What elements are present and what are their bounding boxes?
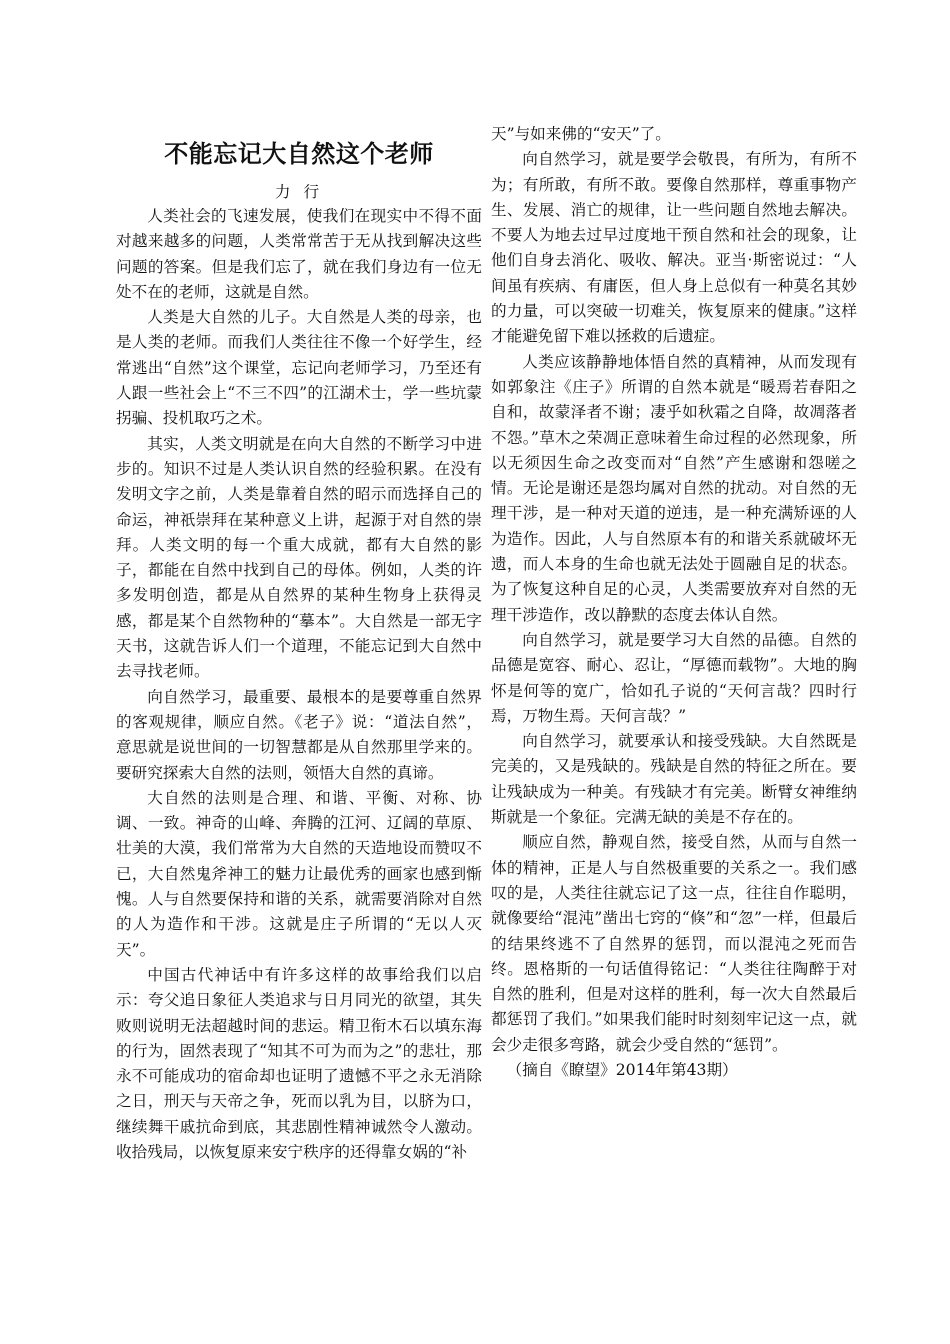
paragraph: 向自然学习，就是要学会敬畏，有所为，有所不为；有所敢，有所不敢。要像自然那样，尊重事物产生、发展、消亡的规律，让一些问题自然地去解决。不要人为地去过早过度地干预自然和社会的现象，让他们自身去消化、吸收、解决。亚当·斯密说过：“人间虽有疾病、有庸医，但人身上总似有一种莫名其妙的力量，可以突破一切难关，恢复原来的健康。”这样才能避免留下难以拯救的后遗症。: [491, 150, 857, 346]
paragraph: 人类应该静静地体悟自然的真精神，从而发现有如郭象注《庄子》所谓的自然本就是“暖焉若春阳之自和，故蒙泽者不谢；凄乎如秋霜之自降，故凋落者不怨。”草木之荣凋正意味着生命过程的必然现象，所以无须因生命之改变而对“自然”产生感谢和怨嗟之情。无论是谢还是怨均属对自然的扰动。对自然的无理干涉，是一种对天道的逆违，是一种充满矫诬的人为造作。因此，人与自然原本有的和谐关系就破坏无遗，而人本身的生命也就无法处于圆融自足的状态。为了恢复这种自足的心灵，人类需要放弃对自然的无理干涉造作，改以静默的态度去体认自然。: [491, 352, 857, 624]
paragraph: 人类社会的飞速发展，使我们在现实中不得不面对越来越多的问题，人类常常苦于无从找到解决这些问题的答案。但是我们忘了，就在我们身边有一位无处不在的老师，这就是自然。: [116, 207, 482, 301]
paragraph: 大自然的法则是合理、和谐、平衡、对称、协调、一致。神奇的山峰、奔腾的江河、辽阔的草原、壮美的大漠，我们常常为大自然的天造地设而赞叹不已，大自然鬼斧神工的魅力让最优秀的画家也感到惭愧。人与自然要保持和谐的关系，就需要消除对自然的人为造作和干涉。这就是庄子所谓的“无以人灭天”。: [116, 788, 482, 959]
paragraph: 向自然学习，最重要、最根本的是要尊重自然界的客观规律，顺应自然。《老子》说：“道法自然”，意思就是说世间的一切智慧都是从自然那里学来的。要研究探索大自然的法则，领悟大自然的真谛。: [116, 687, 482, 782]
paragraph: 中国古代神话中有许多这样的故事给我们以启示：夸父追日象征人类追求与日月同光的欲望，其失败则说明无法超越时间的悲运。精卫衔木石以填东海的行为，固然表现了“知其不可为而为之”的悲壮，那永不可能成功的宿命却也证明了遗憾不平之永无消除之日，刑天与天帝之争，死而以乳为目，以脐为口，继续舞干戚抗命到底，其悲剧性精神诚然令人激动。收拾残局，以恢复原来安宁秩序的还得靠女娲的“补: [116, 965, 482, 1161]
paragraph: 其实，人类文明就是在向大自然的不断学习中进步的。知识不过是人类认识自然的经验积累。在没有发明文字之前，人类是靠着自然的昭示而选择自己的命运，神祇崇拜在某种意义上讲，起源于对自然的崇拜。人类文明的每一个重大成就，都有大自然的影子，都能在自然中找到自己的母体。例如，人类的许多发明创造，都是从自然界的某种生物身上获得灵感，都是某个自然物种的“摹本”。大自然是一部无字天书，这就告诉人们一个道理，不能忘记到大自然中去寻找老师。: [116, 434, 482, 681]
paragraph: 人类是大自然的儿子。大自然是人类的母亲，也是人类的老师。而我们人类往往不像一个好学生，经常逃出“自然”这个课堂，忘记向老师学习，乃至还有人跟一些社会上“不三不四”的江湖术士，学一些坑蒙拐骗、投机取巧之术。: [116, 308, 482, 428]
article-title: 不能忘记大自然这个老师: [164, 140, 434, 168]
article-author: 力 行: [274, 183, 324, 201]
right-column: [491, 122, 857, 1083]
article-source: （摘自《瞭望》2014年第43期）: [506, 1060, 738, 1079]
paragraph-continued: 天”与如来佛的“安天”了。: [491, 125, 671, 143]
paragraph: 向自然学习，就要承认和接受残缺。大自然既是完美的，又是残缺的。残缺是自然的特征之所在。要让残缺成为一种美。有残缺才有完美。断臂女神维纳斯就是一个象征。完满无缺的美是不存在的。: [491, 732, 857, 827]
paragraph: 向自然学习，就是要学习大自然的品德。自然的品德是宽容、耐心、忍让，“厚德而载物”。大地的胸怀是何等的宽广，恰如孔子说的“天何言哉？四时行焉，万物生焉。天何言哉？”: [491, 630, 857, 725]
left-column: [116, 124, 482, 1165]
paragraph: 顺应自然，静观自然，接受自然，从而与自然一体的精神，正是人与自然极重要的关系之一。我们感叹的是，人类往往就忘记了这一点，往往自作聪明，就像要给“混沌”凿出七窍的“倏”和“忽”一样，但最后的结果终逃不了自然界的惩罚，而以混沌之死而告终。恩格斯的一句话值得铭记：“人类往往陶醉于对自然的胜利，但是对这样的胜利，每一次大自然最后都惩罚了我们。”如果我们能时时刻刻牢记这一点，就会少走很多弯路，就会少受自然的“惩罚”。: [491, 833, 857, 1054]
